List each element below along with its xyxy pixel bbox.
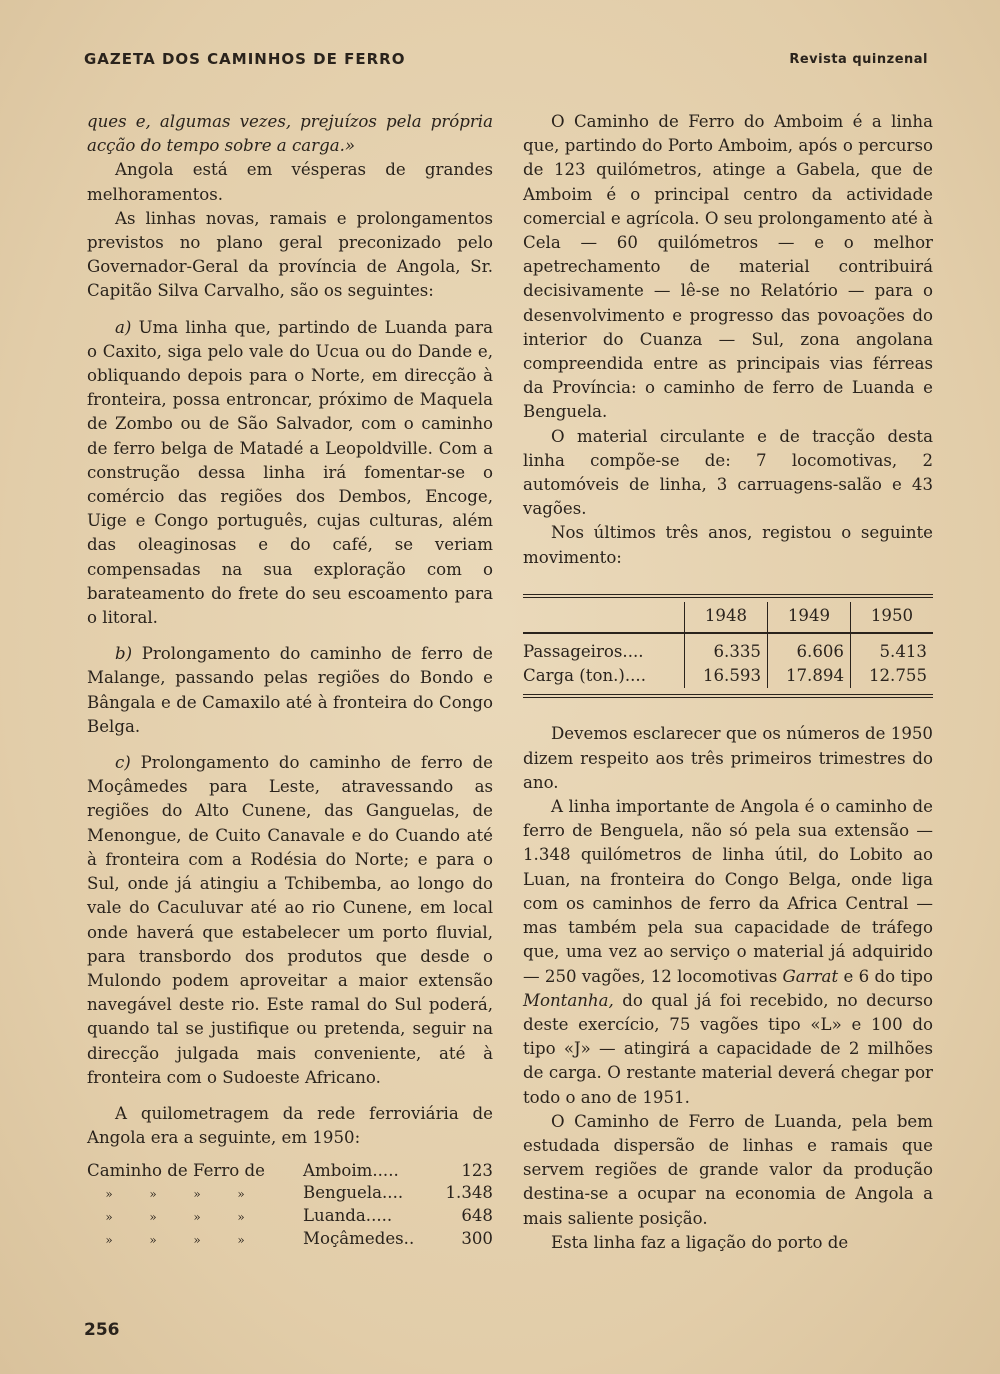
ditto-mark: » (237, 1233, 245, 1248)
list-item-a (87, 316, 493, 631)
paragraph: Esta linha faz a ligação do porto de (551, 1232, 849, 1252)
ditto-mark: » (105, 1233, 113, 1248)
table-cell: 6.606 (768, 633, 851, 664)
table (523, 602, 933, 689)
rail-name: Moçâmedes.. (303, 1229, 415, 1249)
journal-subtitle: Revista quinzenal (789, 52, 928, 67)
paragraph: O material circulante e de tracção desta linha compõe-se de: 7 locomotivas, 2 automóveis de linha, 3 carruagens-salão e 43 vagões. (523, 426, 933, 519)
row-label: Passageiros.... (523, 642, 644, 662)
movement-table (523, 594, 933, 699)
item-label: a) (115, 317, 132, 337)
ditto-marks (87, 1182, 303, 1205)
table-cell: 5.413 (851, 633, 934, 664)
ditto-mark: » (149, 1187, 157, 1202)
ditto-mark: » (193, 1187, 201, 1202)
column-header: 1950 (851, 602, 934, 633)
list-item-b (87, 642, 493, 739)
item-label: c) (115, 753, 131, 773)
paragraph: O Caminho de Ferro de Luanda, pela bem estudada dispersão de linhas e ramais que servem regiões de grande valor da produção destina-se a ocupar na economia de Angola a mais saliente posição. (523, 1111, 933, 1228)
table-row (523, 633, 933, 664)
column-header: 1949 (768, 602, 851, 633)
ditto-marks (87, 1228, 303, 1251)
table-cell: 12.755 (851, 664, 934, 688)
list-item (87, 1228, 493, 1251)
left-column (87, 110, 493, 1251)
ditto-mark: » (237, 1187, 245, 1202)
quote-end: ques e, algumas vezes, prejuízos pela própria acção do tempo sobre a carga.» (87, 112, 493, 156)
rail-km: 123 (461, 1161, 493, 1181)
rail-km: 300 (461, 1229, 493, 1249)
ditto-mark: » (193, 1233, 201, 1248)
list-item (87, 1160, 493, 1182)
list-item (87, 1182, 493, 1205)
text-run: Montanha, (523, 990, 614, 1010)
paragraph: Devemos esclarecer que os números de 1950 dizem respeito aos três primeiros trimestres do ano. (523, 724, 933, 792)
column-header: 1948 (685, 602, 768, 633)
text-run: do qual já foi recebido, no decurso deste exercício, 75 vagões tipo «L» e 100 do tipo «J» — atingirá a capacidade de 2 milhões de carga. O restante material deverá chegar por todo o ano de 1951. (523, 990, 934, 1107)
right-column (523, 110, 933, 1255)
item-text: Prolongamento do caminho de ferro de Moçâmedes para Leste, atravessando as regiões do Alto Cunene, das Ganguelas, de Menongue, de Cuito Canavale e do Cuando até à fronteira com a Rodésia do Norte; e para o Sul, onde já atingiu a Tchibemba, ao longo do vale do Caculuvar até ao rio Cunene, em local onde haverá que estabelecer um porto fluvial, para transbordo dos produtos que desde o Mulondo podem aproveitar a maior extensão navegável deste rio. Este ramal do Sul poderá, quando tal se justifique ou pretenda, seguir na direcção julgada mais conveniente, até à fronteira com o Sudoeste Africano. (87, 753, 493, 1087)
table-cell: 17.894 (768, 664, 851, 688)
paragraph (523, 795, 933, 1110)
ditto-mark: » (105, 1210, 113, 1225)
item-text: Uma linha que, partindo de Luanda para o Caxito, siga pelo vale do Ucua ou do Dande e, obliquando depois para o Norte, em direcção à fronteira, possa entroncar, próximo de Maquela de Zombo ou de São Salvador, com o caminho de ferro belga de Matadé a Leopoldville. Com a construção dessa linha irá fomentar-se o comércio das regiões dos Dembos, Encoge, Uige e Congo português, cujas culturas, além das oleaginosas e do café, se veriam compensadas na sua exploração com o barateamento do frete do seu escoamento para o litoral. (87, 317, 493, 628)
item-text: Prolongamento do caminho de ferro de Malange, passando pelas regiões do Bondo e Bângala e de Camaxilo até à fronteira do Congo Belga. (87, 644, 493, 736)
paragraph: As linhas novas, ramais e prolongamentos previstos no plano geral preconizado pelo Governador-Geral da província de Angola, Sr. Capitão Silva Carvalho, são os seguintes: (87, 208, 493, 301)
text-run: Garrat (782, 966, 839, 986)
rail-km: 1.348 (445, 1183, 493, 1203)
rail-km: 648 (461, 1206, 493, 1226)
paragraph: Angola está em vésperas de grandes melhoramentos. (87, 160, 493, 204)
ditto-mark: » (105, 1187, 113, 1202)
text-run: A linha importante de Angola é o caminho de ferro de Benguela, não só pela sua extensão — 1.348 quilómetros de linha útil, do Lobito ao Luan, na fronteira do Congo Belga, onde liga com os caminhos de ferro da Africa Central — mas também pela sua capacidade de tráfego que, uma vez ao serviço o material já adquirido — 250 vagões, 12 locomotivas (523, 797, 933, 986)
rail-name: Luanda..... (303, 1206, 393, 1226)
railway-length-list (87, 1160, 493, 1251)
page-number: 256 (84, 1320, 120, 1340)
ditto-mark: » (149, 1210, 157, 1225)
journal-title: GAZETA DOS CAMINHOS DE FERRO (84, 50, 406, 68)
rail-prefix: Caminho de Ferro de (87, 1161, 265, 1181)
row-label: Carga (ton.).... (523, 666, 646, 686)
list-item-c (87, 751, 493, 1090)
table-row (523, 664, 933, 688)
table-cell: 16.593 (685, 664, 768, 688)
table-cell: 6.335 (685, 633, 768, 664)
ditto-marks (87, 1205, 303, 1228)
ditto-mark: » (149, 1233, 157, 1248)
list-item (87, 1205, 493, 1228)
text-run: e 6 do tipo (843, 966, 933, 986)
rail-name: Amboim..... (303, 1161, 399, 1181)
table-header-row (523, 602, 933, 633)
paragraph: Nos últimos três anos, registou o seguinte movimento: (523, 523, 933, 567)
ditto-mark: » (193, 1210, 201, 1225)
ditto-mark: » (237, 1210, 245, 1225)
rail-name: Benguela.... (303, 1183, 404, 1203)
paragraph: A quilometragem da rede ferroviária de Angola era a seguinte, em 1950: (87, 1103, 493, 1148)
item-label: b) (115, 644, 133, 664)
paragraph (87, 110, 493, 158)
table-corner (523, 602, 685, 633)
paragraph: O Caminho de Ferro do Amboim é a linha que, partindo do Porto Amboim, após o percurso de 123 quilómetros, atinge a Gabela, que de Amboim é o principal centro da actividade comercial e agrícola. O seu prolongamento até à Cela — 60 quilómetros — e o melhor apetrechamento de material contribuirá decisivamente — lê-se no Relatório — para o desenvolvimento e progresso das povoações do interior do Cuanza — Sul, zona angolana compreendida entre as principais vias férreas da Província: o caminho de ferro de Luanda e Benguela. (523, 112, 933, 422)
